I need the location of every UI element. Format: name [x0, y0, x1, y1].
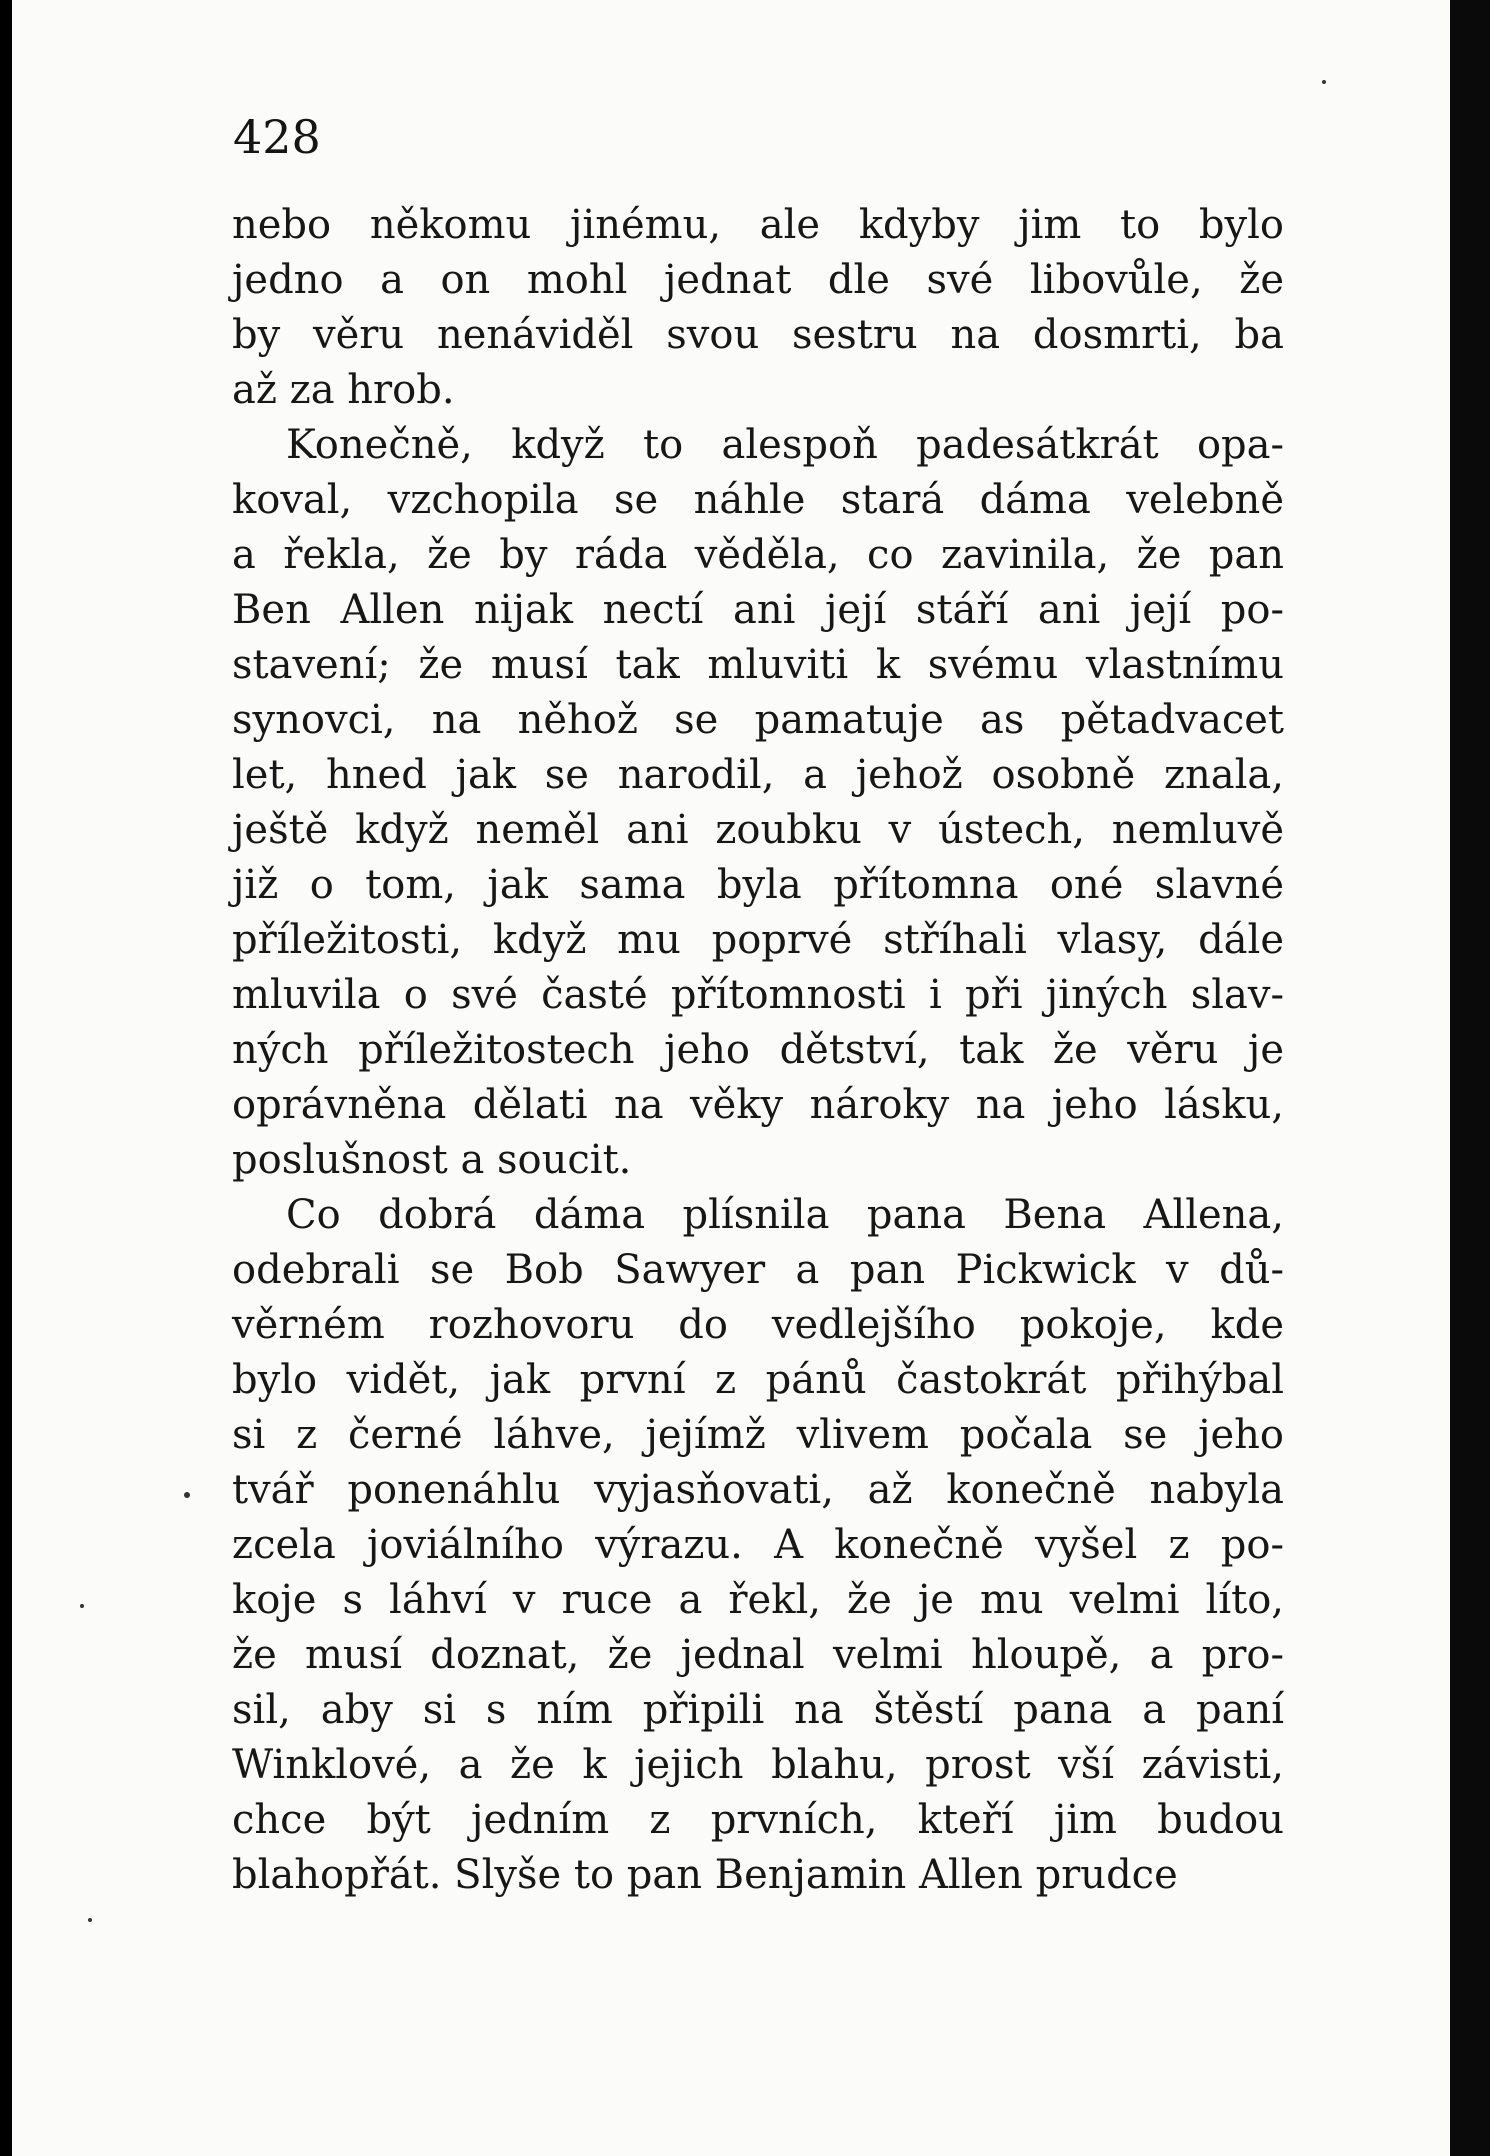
- text-line: Co dobrá dáma plísnila pana Bena Allena,: [286, 1192, 1284, 1238]
- text-line: poslušnost a soucit.: [232, 1137, 632, 1183]
- text-line: jedno a on mohl jednat dle své libovůle, že: [232, 257, 1284, 303]
- text-line: Ben Allen nijak nectí ani její stáří ani její po-: [232, 587, 1284, 633]
- text-line: blahopřát. Slyše to pan Benjamin Allen prudce: [232, 1852, 1178, 1898]
- text-line: by věru nenáviděl svou sestru na dosmrti, ba: [232, 312, 1284, 358]
- text-line: let, hned jak se narodil, a jehož osobně znala,: [232, 752, 1284, 798]
- margin-speck: [1322, 80, 1326, 84]
- page-number: 428: [233, 110, 321, 164]
- text-line: zcela joviálního výrazu. A konečně vyšel z po-: [232, 1522, 1284, 1568]
- text-line: příležitosti, když mu poprvé stříhali vlasy, dále: [232, 917, 1284, 963]
- text-line: že musí doznat, že jednal velmi hloupě, a pro-: [232, 1632, 1284, 1678]
- text-line: nebo někomu jinému, ale kdyby jim to bylo: [232, 202, 1284, 248]
- text-line: sil, aby si s ním připili na štěstí pana a paní: [232, 1687, 1284, 1733]
- text-line: mluvila o své časté přítomnosti i při jiných slav-: [232, 972, 1284, 1018]
- body-text: [232, 198, 1284, 1903]
- text-line: ještě když neměl ani zoubku v ústech, nemluvě: [232, 807, 1284, 853]
- text-line: chce být jedním z prvních, kteří jim budou: [232, 1797, 1284, 1843]
- text-line: a řekla, že by ráda věděla, co zavinila, že pan: [232, 532, 1284, 578]
- text-line: Winklové, a že k jejich blahu, prost vší závisti,: [232, 1742, 1284, 1788]
- margin-speck: [184, 1492, 190, 1498]
- text-line: si z černé láhve, jejímž vlivem počala se jeho: [232, 1412, 1284, 1458]
- text-line: oprávněna dělati na věky nároky na jeho lásku,: [232, 1082, 1284, 1128]
- text-line: tvář ponenáhlu vyjasňovati, až konečně nabyla: [232, 1467, 1284, 1513]
- margin-speck: [88, 1918, 92, 1922]
- margin-speck: [80, 1604, 84, 1608]
- text-line: koje s láhví v ruce a řekl, že je mu velmi líto,: [232, 1577, 1284, 1623]
- text-line: ných příležitostech jeho dětství, tak že věru je: [232, 1027, 1284, 1073]
- paragraph: [232, 1188, 1284, 1903]
- paragraph: [232, 198, 1284, 418]
- text-line: bylo vidět, jak první z pánů častokrát přihýbal: [232, 1357, 1284, 1403]
- text-line: Konečně, když to alespoň padesátkrát opa-: [286, 422, 1284, 468]
- text-line: synovci, na něhož se pamatuje as pětadvacet: [232, 697, 1284, 743]
- paragraph: [232, 418, 1284, 1188]
- text-line: odebrali se Bob Sawyer a pan Pickwick v dů-: [232, 1247, 1284, 1293]
- text-line: stavení; že musí tak mluviti k svému vlastnímu: [232, 642, 1284, 688]
- text-line: koval, vzchopila se náhle stará dáma velebně: [232, 477, 1284, 523]
- text-line: až za hrob.: [232, 367, 455, 413]
- scan-edge: [1450, 0, 1490, 2156]
- text-line: věrném rozhovoru do vedlejšího pokoje, kde: [232, 1302, 1284, 1348]
- text-line: již o tom, jak sama byla přítomna oné slavné: [232, 862, 1284, 908]
